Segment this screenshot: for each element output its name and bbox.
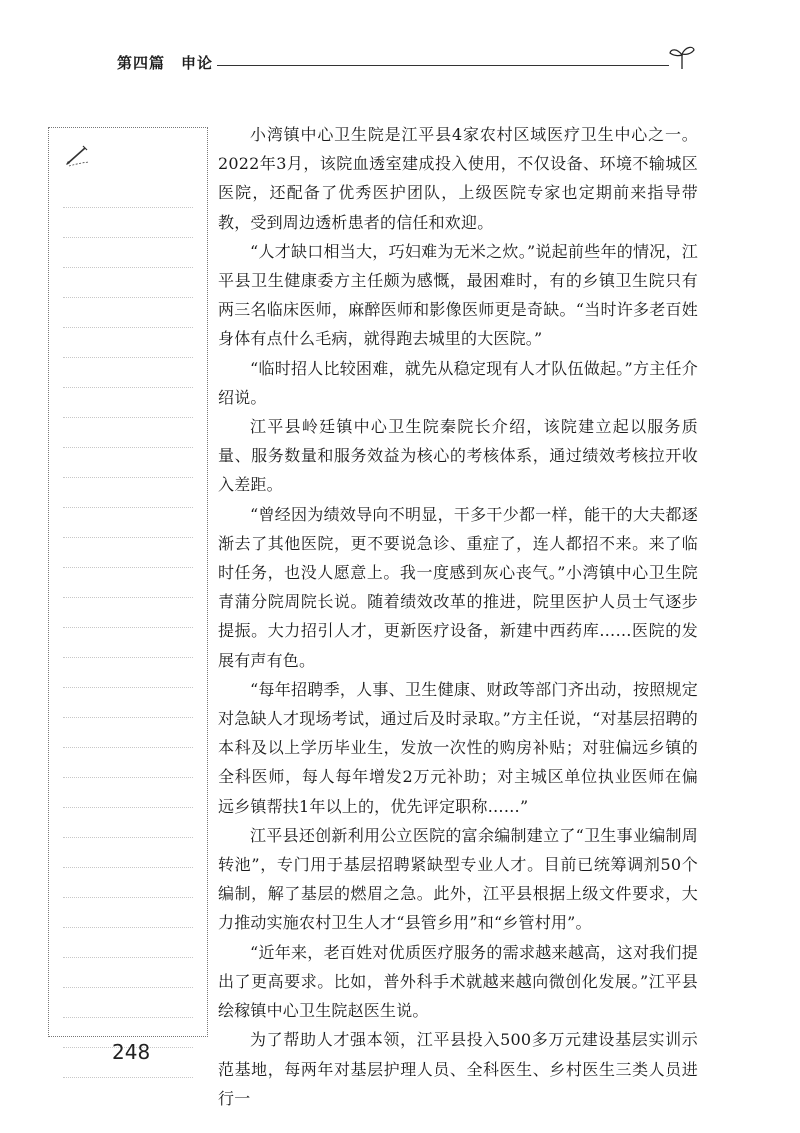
paragraph: 江平县岭廷镇中心卫生院秦院长介绍，该院建立起以服务质量、服务数量和服务效益为核心的考核体系，通过绩效考核拉开收入差距。: [218, 417, 698, 495]
paragraph: “近年来，老百姓对优质医疗服务的需求越来越高，这对我们提出了更高要求。比如，普外科手术就越来越向微创化发展。”江平县绘稼镇中心卫生院赵医生说。: [218, 942, 698, 1021]
page-header: [117, 52, 697, 76]
paragraph: 小湾镇中心卫生院是江平县4家农村区域医疗卫生中心之一。2022年3月，该院血透室建成投入使用，不仅设备、环境不输城区医院，还配备了优秀医护团队，上级医院专家也定期前来指导带教，受到周边透析患者的信任和欢迎。: [218, 125, 698, 232]
sprout-icon: [667, 44, 697, 70]
header-rule: [217, 65, 669, 66]
paragraph: “临时招人比较困难，就先从稳定现有人才队伍做起。”方主任介绍说。: [218, 358, 698, 407]
paragraph: “每年招聘季，人事、卫生健康、财政等部门齐出动，按照规定对急缺人才现场考试，通过后及时录取。”方主任说，“对基层招聘的本科及以上学历毕业生，发放一次性的购房补贴；对驻偏远乡镇的全科医师，每人每年增发2万元补助；对主城区单位执业医师在偏远乡镇帮扶1年以上的，优先评定职称……”: [218, 679, 698, 816]
page-number: 248: [112, 1040, 151, 1064]
note-lines: [63, 178, 193, 1078]
pen-note-icon: [63, 140, 93, 170]
article-body: [218, 120, 698, 1113]
paragraph: 为了帮助人才强本领，江平县投入500多万元建设基层实训示范基地，每两年对基层护理人员、全科医生、乡村医生三类人员进行一: [218, 1030, 698, 1108]
paragraph: 江平县还创新利用公立医院的富余编制建立了“卫生事业编制周转池”，专门用于基层招聘紧缺型专业人才。目前已统筹调剂50个编制，解了基层的燃眉之急。此外，江平县根据上级文件要求，大力推动实施农村卫生人才“县管乡用”和“乡管村用”。: [218, 825, 698, 933]
paragraph: “人才缺口相当大，巧妇难为无米之炊。”说起前些年的情况，江平县卫生健康委方主任颇为感慨，最困难时，有的乡镇卫生院只有两三名临床医师，麻醉医师和影像医师更是奇缺。“当时许多老百姓身体有点什么毛病，就得跑去城里的大医院。”: [218, 241, 698, 349]
notes-margin-box: [48, 127, 208, 1037]
section-title: 第四篇 申论: [117, 54, 214, 72]
paragraph: “曾经因为绩效导向不明显，干多干少都一样，能干的大夫都逐渐去了其他医院，更不要说急诊、重症了，连人都招不来。来了临时任务，也没人愿意上。我一度感到灰心丧气。”小湾镇中心卫生院青蒲分院周院长说。随着绩效改革的推进，院里医护人员士气逐步提振。大力招引人才，更新医疗设备，新建中西药库……医院的发展有声有色。: [218, 504, 698, 670]
